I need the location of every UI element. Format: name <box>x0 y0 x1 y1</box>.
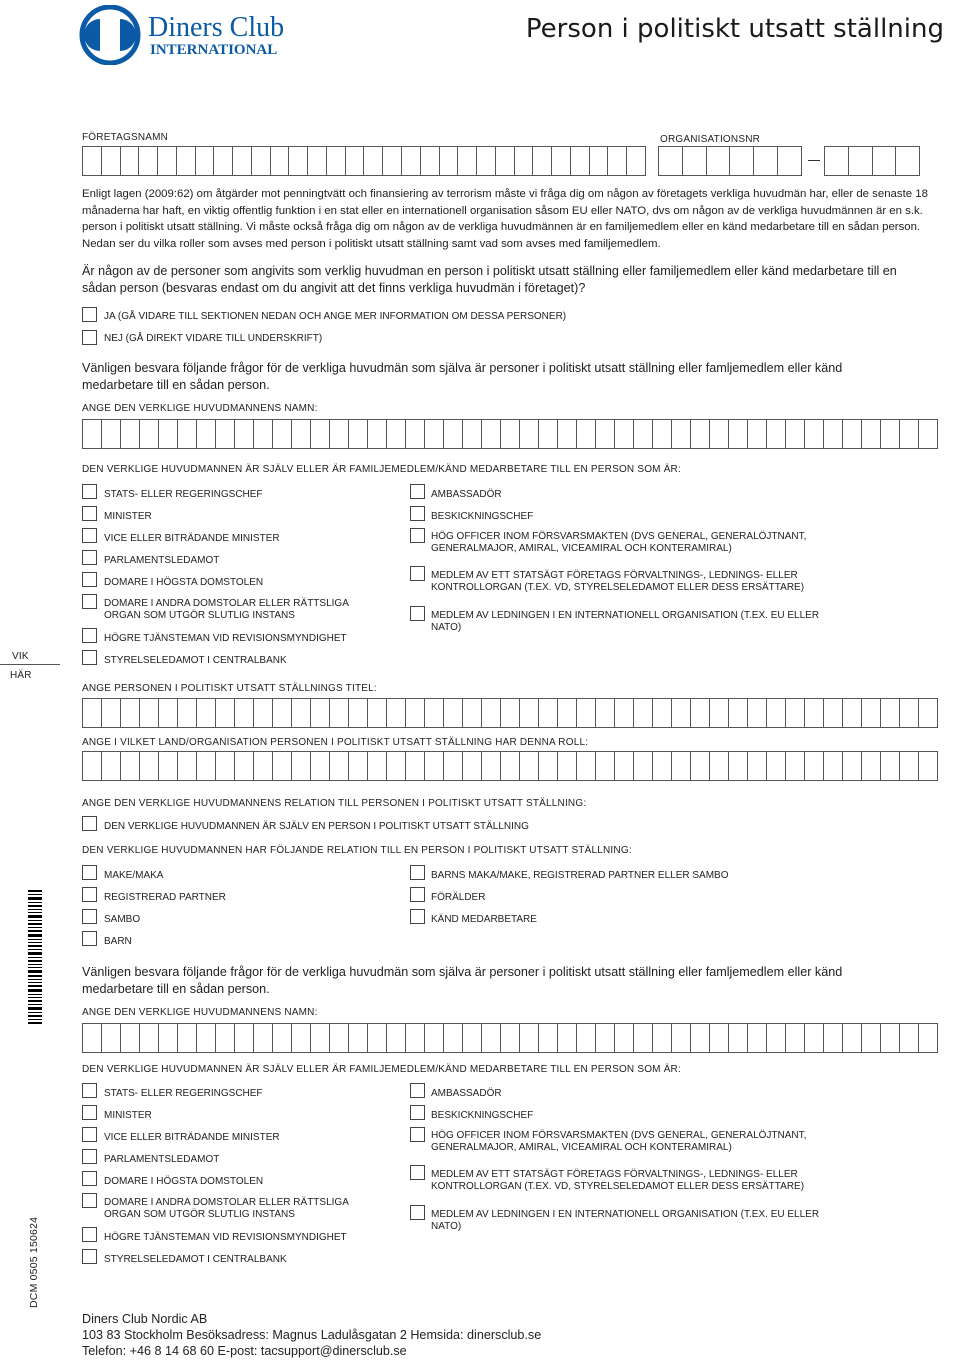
s2-role-checkbox-10[interactable] <box>410 1105 425 1120</box>
form-code: DCM 0505 150624 <box>28 1216 40 1308</box>
s2-role-label-11: HÖG OFFICER INOM FÖRSVARSMAKTEN (DVS GENERAL, GENERALÖJTNANT, GENERALMAJOR, AMIRAL, VICEAMIRAL OCH KONTERAMIRAL) <box>431 1130 807 1153</box>
s1-role-checkbox-11[interactable] <box>410 528 425 543</box>
org-number-field-part2[interactable] <box>824 146 920 176</box>
s2-role-checkbox-1[interactable] <box>82 1083 97 1098</box>
pep-title-label: ANGE PERSONEN I POLITISKT UTSATT STÄLLNINGS TITEL: <box>82 683 377 694</box>
pep-question: Är någon av de personer som angivits som verklig huvudman en person i politiskt utsatt ställning eller familjemedlem eller känd medarbetare till en sådan person (besvaras endast om du angivit att det finns verkliga huvudmän i företaget)? <box>82 264 897 295</box>
relation-checkbox-2[interactable] <box>82 887 97 902</box>
s2-role-checkbox-4[interactable] <box>82 1149 97 1164</box>
section1-role-heading: DEN VERKLIGE HUVUDMANNEN ÄR SJÄLV ELLER ÄR FAMILJEMEDLEM/KÄND MEDARBETARE TILL EN PERSON SOM ÄR: <box>82 464 681 475</box>
s2-role-label-8: STYRELSELEDAMOT I CENTRALBANK <box>104 1254 287 1265</box>
s2-role-checkbox-9[interactable] <box>410 1083 425 1098</box>
s1-role-label-13: MEDLEM AV LEDNINGEN I EN INTERNATIONELL ORGANISATION (T.EX. EU ELLER NATO) <box>431 610 820 633</box>
relation-checkbox-1[interactable] <box>82 865 97 880</box>
s1-role-checkbox-3[interactable] <box>82 528 97 543</box>
yes-label: JA (GÅ VIDARE TILL SEKTIONEN NEDAN OCH ANGE MER INFORMATION OM DESSA PERSONER) <box>104 311 567 322</box>
s1-role-checkbox-8[interactable] <box>82 650 97 665</box>
relation-label-4: BARN <box>104 936 132 947</box>
s2-role-label-5: DOMARE I HÖGSTA DOMSTOLEN <box>104 1176 264 1187</box>
footer-company: Diners Club Nordic AB <box>82 1312 208 1326</box>
s2-role-checkbox-13[interactable] <box>410 1205 425 1220</box>
pep-country-field[interactable] <box>82 751 938 781</box>
s1-role-checkbox-10[interactable] <box>410 506 425 521</box>
relation-label-1: MAKE/MAKA <box>104 870 164 881</box>
s1-role-checkbox-4[interactable] <box>82 550 97 565</box>
s2-role-checkbox-12[interactable] <box>410 1165 425 1180</box>
section2-owner-name-label: ANGE DEN VERKLIGE HUVUDMANNENS NAMN: <box>82 1007 318 1018</box>
s2-role-checkbox-3[interactable] <box>82 1127 97 1142</box>
s1-role-label-9: AMBASSADÖR <box>431 489 502 500</box>
relation-checkbox-4[interactable] <box>82 931 97 946</box>
relation-self-label: DEN VERKLIGE HUVUDMANNEN ÄR SJÄLV EN PERSON I POLITISKT UTSATT STÄLLNING <box>104 821 529 832</box>
relation-self-checkbox[interactable] <box>82 816 97 831</box>
footer-address: 103 83 Stockholm Besöksadress: Magnus Ladulåsgatan 2 Hemsida: dinersclub.se <box>82 1328 542 1342</box>
s1-role-checkbox-9[interactable] <box>410 484 425 499</box>
fold-mark-line2: HÄR <box>10 670 32 681</box>
s1-role-label-4: PARLAMENTSLEDAMOT <box>104 555 220 566</box>
s1-role-label-6: DOMARE I ANDRA DOMSTOLAR ELLER RÄTTSLIGA ORGAN SOM UTGÖR SLUTLIG INSTANS <box>104 598 349 621</box>
s2-role-label-12: MEDLEM AV ETT STATSÄGT FÖRETAGS FÖRVALTNINGS-, LEDNINGS- ELLER KONTROLLORGAN (T.EX. VD, STYRELSELEDAMOT ELLER DESS ERSÄTTARE) <box>431 1169 805 1192</box>
s2-role-label-6: DOMARE I ANDRA DOMSTOLAR ELLER RÄTTSLIGA ORGAN SOM UTGÖR SLUTLIG INSTANS <box>104 1197 349 1220</box>
s1-role-label-5: DOMARE I HÖGSTA DOMSTOLEN <box>104 577 264 588</box>
s2-role-checkbox-6[interactable] <box>82 1193 97 1208</box>
no-checkbox[interactable] <box>82 330 97 345</box>
relation-checkbox-5[interactable] <box>410 865 425 880</box>
s2-role-label-4: PARLAMENTSLEDAMOT <box>104 1154 220 1165</box>
relation-label-7: KÄND MEDARBETARE <box>431 914 537 925</box>
svg-text:Diners Club: Diners Club <box>148 12 285 43</box>
no-label: NEJ (GÅ DIREKT VIDARE TILL UNDERSKRIFT) <box>104 333 323 344</box>
s1-role-checkbox-2[interactable] <box>82 506 97 521</box>
relation-checkbox-7[interactable] <box>410 909 425 924</box>
s2-role-label-3: VICE ELLER BITRÄDANDE MINISTER <box>104 1132 280 1143</box>
section2-intro: Vänligen besvara följande frågor för de verkliga huvudmän som själva är personer i politiskt utsatt ställning eller famljemedlem eller känd medarbetare till en sådan person. <box>82 965 843 996</box>
relation-label-5: BARNS MAKA/MAKE, REGISTRERAD PARTNER ELLER SAMBO <box>431 870 729 881</box>
relation-heading: DEN VERKLIGE HUVUDMANNEN HAR FÖLJANDE RELATION TILL EN PERSON I POLITISKT UTSATT STÄLLNING: <box>82 845 632 856</box>
s1-role-label-11: HÖG OFFICER INOM FÖRSVARSMAKTEN (DVS GENERAL, GENERALÖJTNANT, GENERALMAJOR, AMIRAL, VICEAMIRAL OCH KONTERAMIRAL) <box>431 531 807 554</box>
s1-role-checkbox-1[interactable] <box>82 484 97 499</box>
s1-role-label-10: BESKICKNINGSCHEF <box>431 511 534 522</box>
s2-role-checkbox-2[interactable] <box>82 1105 97 1120</box>
footer <box>82 1311 541 1359</box>
s2-role-label-7: HÖGRE TJÄNSTEMAN VID REVISIONSMYNDIGHET <box>104 1232 347 1243</box>
section1-owner-name-label: ANGE DEN VERKLIGE HUVUDMANNENS NAMN: <box>82 403 318 414</box>
relation-checkbox-3[interactable] <box>82 909 97 924</box>
yes-checkbox[interactable] <box>82 307 97 322</box>
company-name-label: FÖRETAGSNAMN <box>82 132 169 143</box>
s1-role-checkbox-7[interactable] <box>82 628 97 643</box>
s2-role-checkbox-11[interactable] <box>410 1127 425 1142</box>
s2-role-label-10: BESKICKNINGSCHEF <box>431 1110 534 1121</box>
s1-role-label-12: MEDLEM AV ETT STATSÄGT FÖRETAGS FÖRVALTNINGS-, LEDNINGS- ELLER KONTROLLORGAN (T.EX. VD, STYRELSELEDAMOT ELLER DESS ERSÄTTARE) <box>431 570 805 593</box>
footer-contact: Telefon: +46 8 14 68 60 E-post: tacsupport@dinersclub.se <box>82 1344 407 1358</box>
page-title: Person i politiskt utsatt ställning <box>525 14 944 44</box>
intro-text: Enligt lagen (2009:62) om åtgärder mot penningtvätt och finansiering av terrorism måste vi fråga dig om någon av företagets verkliga huvudmän har, eller de senaste 18 månaderna har haft, en viktig offentlig funktion i en stat eller en internationell organisation såsom EU eller NATO, dvs om någon av de verkliga huvudmännen är en s.k. person i politiskt utsatt ställning. Vi måste också fråga dig om någon av de verkliga huvudmännen är en familjemedlem eller en känd medarbetare till en sådan person. Nedan ser du vilka roller som avses med person i politiskt utsatt ställning samt vad som avses med familjemedlem. <box>82 188 928 250</box>
relation-label-3: SAMBO <box>104 914 141 925</box>
fold-mark-line1: VIK <box>12 651 29 662</box>
s2-role-checkbox-8[interactable] <box>82 1249 97 1264</box>
s2-role-checkbox-7[interactable] <box>82 1227 97 1242</box>
s2-role-label-9: AMBASSADÖR <box>431 1088 502 1099</box>
svg-text:INTERNATIONAL: INTERNATIONAL <box>150 42 278 58</box>
s2-role-checkbox-5[interactable] <box>82 1171 97 1186</box>
org-number-field-part1[interactable] <box>658 146 802 176</box>
diners-club-logo <box>76 5 306 65</box>
section1-owner-name-field[interactable] <box>82 419 938 449</box>
s1-role-label-3: VICE ELLER BITRÄDANDE MINISTER <box>104 533 280 544</box>
section2-role-heading: DEN VERKLIGE HUVUDMANNEN ÄR SJÄLV ELLER ÄR FAMILJEMEDLEM/KÄND MEDARBETARE TILL EN PERSON SOM ÄR: <box>82 1064 681 1075</box>
relation-label-6: FÖRÄLDER <box>431 892 486 903</box>
pep-title-field[interactable] <box>82 698 938 728</box>
s1-role-checkbox-12[interactable] <box>410 566 425 581</box>
section2-owner-name-field[interactable] <box>82 1023 938 1053</box>
org-number-label: ORGANISATIONSNR <box>660 134 761 145</box>
fold-line <box>0 664 60 665</box>
s2-role-label-2: MINISTER <box>104 1110 152 1121</box>
org-number-dash <box>808 160 820 161</box>
company-name-field[interactable] <box>82 146 646 176</box>
s2-role-label-1: STATS- ELLER REGERINGSCHEF <box>104 1088 263 1099</box>
s2-role-label-13: MEDLEM AV LEDNINGEN I EN INTERNATIONELL ORGANISATION (T.EX. EU ELLER NATO) <box>431 1209 820 1232</box>
s1-role-label-7: HÖGRE TJÄNSTEMAN VID REVISIONSMYNDIGHET <box>104 633 347 644</box>
relation-label: ANGE DEN VERKLIGE HUVUDMANNENS RELATION TILL PERSONEN I POLITISKT UTSATT STÄLLNING: <box>82 798 587 809</box>
relation-checkbox-6[interactable] <box>410 887 425 902</box>
relation-label-2: REGISTRERAD PARTNER <box>104 892 226 903</box>
barcode <box>28 890 42 1026</box>
s1-role-checkbox-13[interactable] <box>410 606 425 621</box>
s1-role-checkbox-5[interactable] <box>82 572 97 587</box>
s1-role-label-1: STATS- ELLER REGERINGSCHEF <box>104 489 263 500</box>
s1-role-label-8: STYRELSELEDAMOT I CENTRALBANK <box>104 655 287 666</box>
section1-intro: Vänligen besvara följande frågor för de verkliga huvudmän som själva är personer i politiskt utsatt ställning eller famljemedlem eller känd medarbetare till en sådan person. <box>82 361 843 392</box>
pep-country-label: ANGE I VILKET LAND/ORGANISATION PERSONEN I POLITISKT UTSATT STÄLLNING HAR DENNA ROLL: <box>82 737 589 748</box>
s1-role-label-2: MINISTER <box>104 511 152 522</box>
s1-role-checkbox-6[interactable] <box>82 594 97 609</box>
